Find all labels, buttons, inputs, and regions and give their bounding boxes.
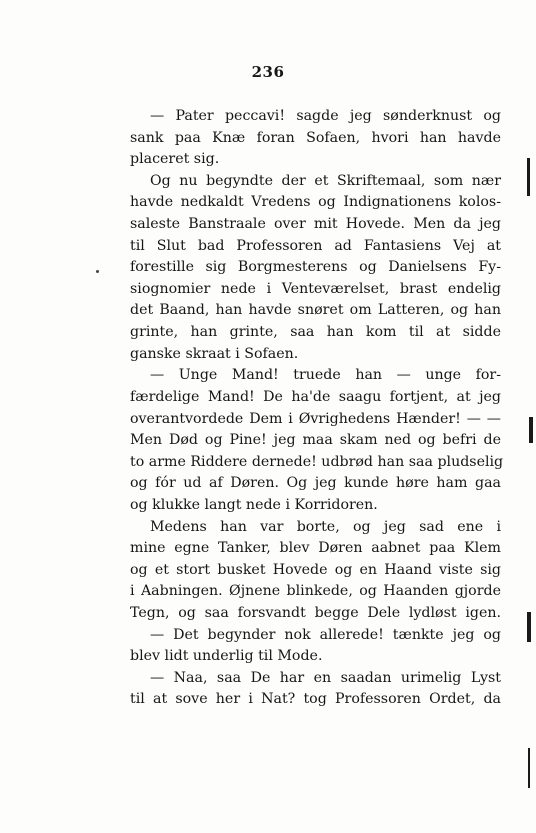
text-line: havde nedkaldt Vredens og Indignationens kolos- <box>130 194 501 211</box>
text-line: forestille sig Borgmesterens og Danielsens Fy- <box>130 259 501 276</box>
text-line: — Det begynder nok allerede! tænkte jeg og <box>150 626 501 643</box>
text-line: — Naa, saa De har en saadan urimelig Lyst <box>150 669 501 686</box>
text-line: i Aabningen. Øjnene blinkede, og Haanden gjorde <box>130 583 501 600</box>
text-line: overantvordede Dem i Øvrighedens Hænder! — — <box>130 410 501 427</box>
text-line: ganske skraat i Sofaen. <box>130 345 299 362</box>
text-line: Men Død og Pine! jeg maa skam ned og befri de <box>130 432 501 449</box>
text-line: — Unge Mand! truede han — unge for- <box>150 367 501 384</box>
margin-mark-lower <box>527 612 531 642</box>
text-line: mine egne Tanker, blev Døren aabnet paa Klem <box>130 540 501 557</box>
text-line: og et stort busket Hovede og en Haand viste sig <box>130 561 501 578</box>
text-line: blev lidt underlig til Mode. <box>130 648 323 665</box>
page-number: 236 <box>251 63 285 81</box>
text-line: siognomier nede i Venteværelset, brast endelig <box>130 280 501 297</box>
text-line: Medens han var borte, og jeg sad ene i <box>150 518 501 535</box>
margin-dot <box>96 270 99 273</box>
margin-mark-bottom <box>528 748 530 788</box>
margin-mark-top <box>527 158 530 196</box>
text-line: saleste Banstraale over mit Hovede. Men da jeg <box>130 216 501 233</box>
text-line: placeret sig. <box>130 151 220 168</box>
text-line: og klukke langt nede i Korridoren. <box>130 496 378 513</box>
body-text <box>130 106 504 711</box>
text-line: sank paa Knæ foran Sofaen, hvori han havde <box>130 129 501 146</box>
text-line: — Pater peccavi! sagde jeg sønderknust og <box>150 108 501 124</box>
text-line: det Baand, han havde snøret om Latteren, og han <box>130 302 501 319</box>
margin-mark-middle <box>529 417 533 443</box>
text-line: færdelige Mand! De ha'de saagu fortjent, at jeg <box>130 388 501 405</box>
text-line: og fór ud af Døren. Og jeg kunde høre ham gaa <box>130 475 501 492</box>
text-line: til Slut bad Professoren ad Fantasiens Vej at <box>130 237 501 254</box>
text-line: to arme Riddere dernede! udbrød han saa pludselig <box>130 453 504 470</box>
text-line: Tegn, og saa forsvandt begge Dele lydløst igen. <box>130 605 501 622</box>
text-line: grinte, han grinte, saa han kom til at sidde <box>130 324 501 341</box>
text-line: Og nu begyndte der et Skriftemaal, som nær <box>150 172 501 189</box>
text-line: til at sove her i Nat? tog Professoren Ordet, da <box>130 691 501 708</box>
